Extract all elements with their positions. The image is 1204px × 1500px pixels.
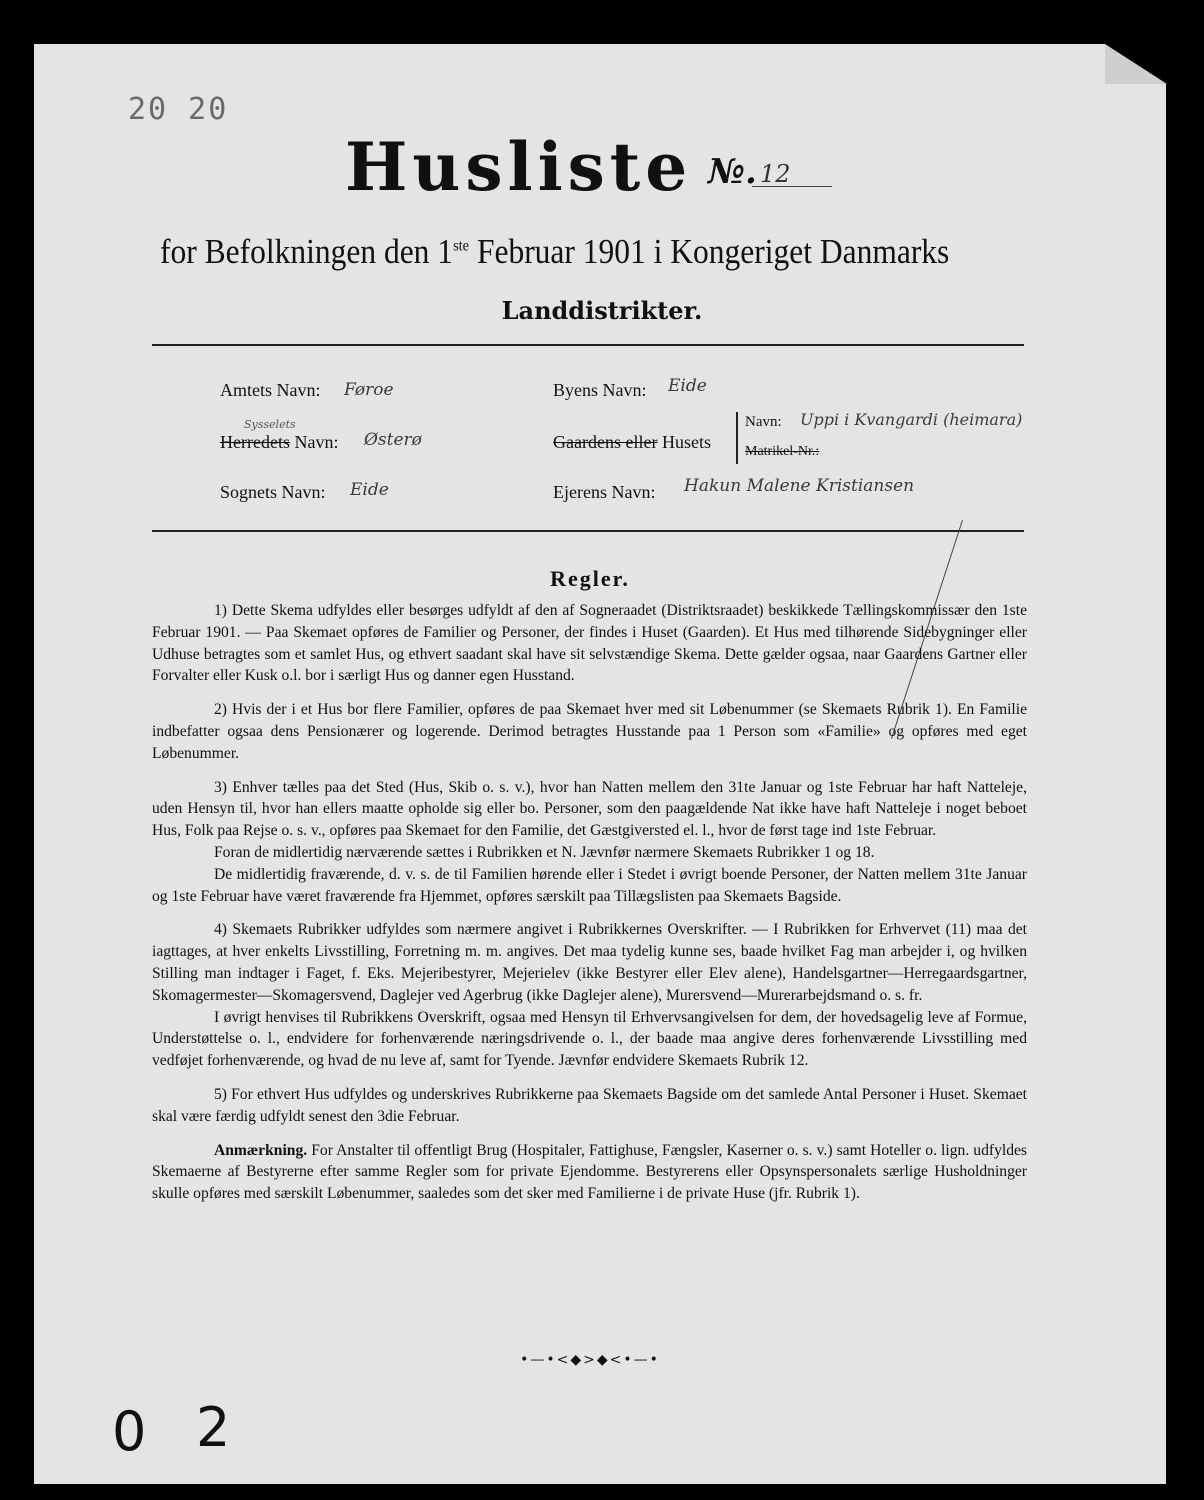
rules-body xyxy=(152,600,1027,1217)
form-title: Husliste xyxy=(345,128,693,206)
herred-label: Herredets Navn: xyxy=(220,432,339,452)
by-value: Eide xyxy=(668,376,707,396)
divider-top xyxy=(152,344,1024,346)
sogn-label: Sognets Navn: xyxy=(220,482,326,502)
gaard-label: Gaardens eller Husets xyxy=(553,432,711,452)
herred-insert: Sysselets xyxy=(244,418,296,431)
by-label: Byens Navn: xyxy=(553,380,647,400)
herred-value: Østerø xyxy=(364,430,422,450)
stamp-number: 20 20 xyxy=(128,92,229,127)
rule-2: 2) Hvis der i et Hus bor flere Familier, opføres de paa Skemaet hver med sit Løbenummer (se Skemaets Rubrik 1). En Familie indbefatter ogsaa dens Pensionærer og logerende. Derimod betragtes Husstande paa 1 Person som «Familie» og opføres med eget Løbenummer. xyxy=(152,701,1027,762)
rule-5: 5) For ethvert Hus udfyldes og underskrives Rubrikkerne paa Skemaets Bagside om det samlede Antal Personer i Huset. Skemaet skal være færdig udfyldt senest den 3die Februar. xyxy=(152,1085,1027,1125)
amt-label: Amtets Navn: xyxy=(220,380,321,400)
ornament-divider: •—•<◆>◆<•—• xyxy=(520,1352,660,1368)
number-prefix: №. xyxy=(708,152,757,192)
rule-4-cont: I øvrigt henvises til Rubrikkens Overskrift, ogsaa med Hensyn til Erhvervsangivelsen for dem, der hovedsagelig leve af Formue, Understøttelse o. l., endvidere for forhenværende næringsdrivende o. l., der baade maa angive deres forhenværende Livsstilling med vedføjet forhenværende, og hvad de nu leve af, samt for Tyende. Jævnfør endvidere Skemaets Rubrik 12. xyxy=(152,1008,1027,1070)
annotation-note: Anmærkning. For Anstalter til offentligt Brug (Hospitaler, Fattighuse, Fængsler, Kaserner o. s. v.) samt Hoteller o. lign. udfyldes Skemaerne af Bestyrerne efter samme Regler som for private Ejendomme. Bestyrerens eller Opsynspersonalets særlige Husholdninger skulle opføres med særskilt Løbenummer, saaledes som det sker med Familierne i de private Huse (jfr. Rubrik 1). xyxy=(152,1141,1027,1203)
matrikel-label: Matrikel-Nr.: xyxy=(745,444,820,459)
rule-4: 4) Skemaets Rubrikker udfyldes som nærmere angivet i Rubrikkernes Overskrifter. — I Rubrikken for Erhvervet (11) maa det iagttages, at hver enkelts Livsstilling, Forretning m. m. angives. Det maa tydelig kunne ses, baade hvilket Fag man arbejder i, og hvilken Stilling man indtager i Faget, f. Eks. Mejeribestyrer, Mejerielev (ikke Bestyrer eller Elev alene), Handelsgartner—Herregaardsgartner, Skomagermester—Skomagersvend, Daglejer ved Agerbrug (ikke Daglejer alene), Murersvend—Murerarbejdsmand o. s. fr. xyxy=(152,921,1027,1004)
folded-corner xyxy=(1105,44,1167,84)
rule-3: 3) Enhver tælles paa det Sted (Hus, Skib o. s. v.), hvor han Natten mellem den 31te Januar og 1ste Februar har haft Natteleje, uden Hensyn til, hvor han ellers maatte opholde sig eller bo. Personer, som den paagældende Nat ikke have haft Natteleje i noget beboet Hus, Folk paa Rejse o. s. v., opføres paa Skemaet for den Familie, det Gæstgiversted el. l., hvor de først tage ind 1ste Februar. xyxy=(152,778,1027,840)
sogn-value: Eide xyxy=(350,480,389,500)
ejer-value: Hakun Malene Kristiansen xyxy=(684,476,915,496)
form-subtitle-district: Landdistrikter. xyxy=(501,296,703,325)
rule-3-absent: De midlertidig fraværende, d. v. s. de til Familien hørende eller i Stedet i øvrigt boende Personer, der Natten mellem 31te Januar og 1ste Februar have været fraværende fra Hjemmet, opføres særskilt paa Tillægslisten paa Skemaets Bagside. xyxy=(152,865,1027,905)
navn-value: Uppi i Kvangardi (heimara) xyxy=(800,410,1023,429)
form-subtitle: for Befolkningen den 1ste Februar 1901 i Kongeriget Danmarks xyxy=(160,232,950,271)
bottom-number-2: 2 xyxy=(196,1396,231,1459)
rule-3-note-n: Foran de midlertidig nærværende sættes i Rubrikken et N. Jævnfør nærmere Skemaets Rubrikker 1 og 18. xyxy=(214,843,875,861)
ejer-label: Ejerens Navn: xyxy=(553,482,656,502)
rule-1: 1) Dette Skema udfyldes eller besørges udfyldt af den af Sogneraadet (Distriktsraadet) beskikkede Tællingskommissær den 1ste Februar 1901. — Paa Skemaet opføres de Familier og Personer, der findes i Huset (Gaarden). Et Hus med tilhørende Sidebygninger eller Udhuse betragtes som et samlet Hus, og ethvert saadant skal have sit selvstændige Skema. Dette gælder ogsaa, naar Gaardens Gartner eller Forvalter eller Kusk o.l. bor i særligt Hus og danner egen Husstand. xyxy=(152,602,1027,685)
form-number-handwritten: 12 xyxy=(760,160,791,188)
bracket-line xyxy=(736,412,738,464)
number-underline xyxy=(752,186,832,187)
divider-bottom xyxy=(152,530,1024,532)
amt-value: Føroe xyxy=(344,380,394,400)
navn-label: Navn: xyxy=(745,414,782,430)
rules-heading: Regler. xyxy=(550,566,630,591)
bottom-number-1: 0 xyxy=(112,1400,147,1463)
